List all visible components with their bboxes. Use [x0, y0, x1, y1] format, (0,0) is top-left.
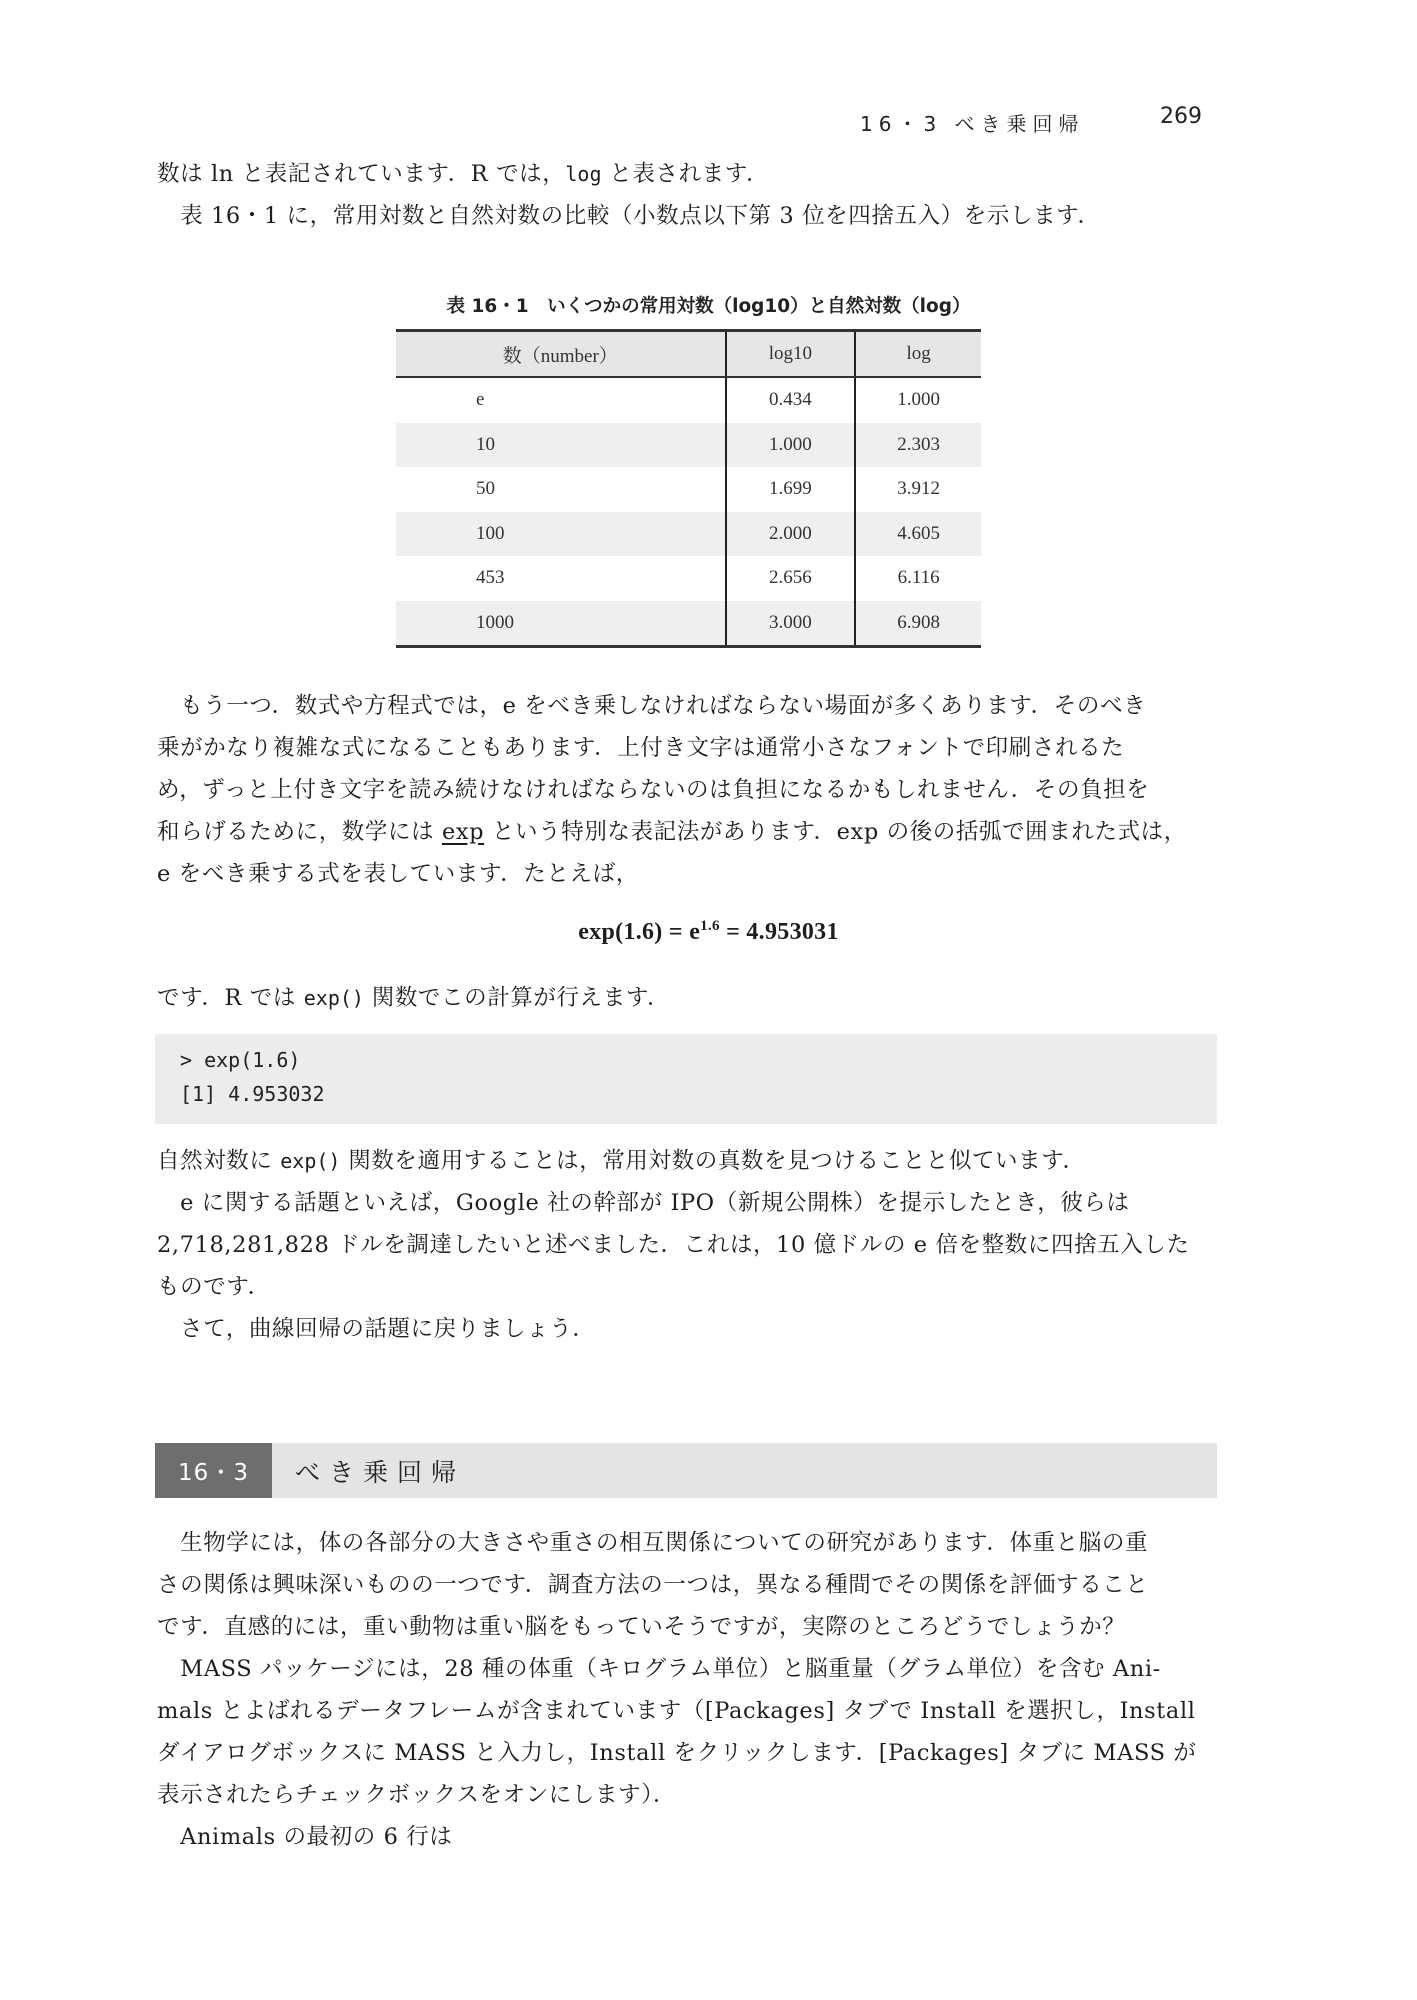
- paragraph-line: [157, 977, 1232, 1019]
- intro-line-1: [157, 153, 1232, 195]
- section-heading: [155, 1443, 1217, 1498]
- formula-base: e: [689, 919, 701, 945]
- equals: =: [662, 919, 690, 945]
- table-cell: 1.000: [726, 423, 856, 468]
- text: と表されます．: [601, 161, 770, 187]
- text: 自然対数に: [157, 1148, 281, 1174]
- underlined-term: exp: [441, 819, 485, 845]
- paragraph-line: 2,718,281,828 ドルを調達したいと述べました．これは，10 億ドルの e 倍を整数に四捨五入した: [157, 1232, 1190, 1258]
- table-row: [396, 601, 981, 647]
- paragraph-line: 生物学には，体の各部分の大きさや重さの相互関係についての研究があります．体重と脳の重: [157, 1530, 1149, 1556]
- table-row: [396, 512, 981, 557]
- inline-code: exp(): [303, 986, 364, 1010]
- table-cell: 100: [396, 512, 726, 557]
- table-row: [396, 556, 981, 601]
- text: 和らげるために，数学には: [157, 819, 442, 845]
- table-cell: 10: [396, 423, 726, 468]
- table-cell: 1000: [396, 601, 726, 647]
- paragraph-line: [157, 811, 1232, 853]
- table-cell: 0.434: [726, 377, 856, 423]
- table-cell: 50: [476, 478, 495, 500]
- paragraph-line: め，ずっと上付き文字を読み続けなければならないのは負担になるかもしれません．その負担を: [157, 777, 1150, 803]
- formula-rhs: 4.953031: [746, 919, 839, 945]
- equals: =: [719, 919, 747, 945]
- code-line: [1] 4.953032: [180, 1082, 325, 1106]
- section-title: べき乗回帰: [295, 1457, 466, 1487]
- text: 関数でこの計算が行えます．: [363, 985, 671, 1011]
- intro-line-2: 表 16・1 に，常用対数と自然対数の比較（小数点以下第 3 位を四捨五入）を示します．: [157, 203, 1101, 229]
- exp-formula: [0, 918, 1417, 946]
- paragraph-line: e に関する話題といえば，Google 社の幹部が IPO（新規公開株）を提示したとき，彼らは: [157, 1190, 1130, 1216]
- text: という特別な表記法があります．exp の後の括弧で囲まれた式は，: [484, 819, 1187, 845]
- table-header-row: [396, 331, 981, 378]
- column-header: log10: [726, 331, 856, 378]
- table-caption: 表 16・1 いくつかの常用対数（log10）と自然対数（log）: [446, 296, 971, 317]
- column-header: log: [855, 331, 981, 378]
- formula-exponent: 1.6: [700, 918, 720, 934]
- paragraph-line: ダイアログボックスに MASS と入力し，Install をクリックします．[Packages] タブに MASS が: [157, 1740, 1197, 1766]
- table-cell: 6.116: [855, 556, 981, 601]
- formula-lhs: exp(1.6): [578, 919, 663, 945]
- text: です．R では: [157, 985, 304, 1011]
- table-row: [396, 467, 981, 512]
- inline-code: exp(): [280, 1149, 341, 1173]
- paragraph-line: ものです．: [157, 1274, 271, 1300]
- column-header: 数（number）: [396, 331, 726, 378]
- inline-code: log: [565, 162, 602, 186]
- text: 数は ln と表記されています．R では，: [157, 161, 566, 187]
- paragraph-line: です．直感的には，重い動物は重い脳をもっていそうですが，実際のところどうでしょうか？: [157, 1614, 1126, 1640]
- section-number: 16・3: [155, 1443, 272, 1498]
- table-row: [396, 377, 981, 423]
- paragraph-line: 乗がかなり複雑な式になることもあります．上付き文字は通常小さなフォントで印刷されるた: [157, 735, 1125, 761]
- paragraph-line: [157, 1140, 1232, 1182]
- paragraph-line: MASS パッケージには，28 種の体重（キログラム単位）と脳重量（グラム単位）を含む Ani-: [157, 1656, 1161, 1682]
- table-cell: 1.000: [855, 377, 981, 423]
- paragraph-line: mals とよばれるデータフレームが含まれています（[Packages] タブで Install を選択し，Install: [157, 1698, 1196, 1724]
- table-cell: e: [476, 389, 485, 411]
- page-number: 269: [1160, 104, 1202, 129]
- table-cell: 2.656: [726, 556, 856, 601]
- code-block: [155, 1034, 1217, 1124]
- table-cell: 2.000: [726, 512, 856, 557]
- table-cell: 4.605: [855, 512, 981, 557]
- table-cell: 3.912: [855, 467, 981, 512]
- table-cell: 1.699: [726, 467, 856, 512]
- table-cell: 453: [476, 567, 505, 589]
- table-cell: 3.000: [726, 601, 856, 647]
- paragraph-line: もう一つ．数式や方程式では，e をべき乗しなければならない場面が多くあります．そのべき: [157, 693, 1147, 719]
- table-cell: 2.303: [855, 423, 981, 468]
- running-head: 16・3 べき乗回帰: [860, 112, 1085, 136]
- paragraph-line: Animals の最初の 6 行は: [157, 1824, 453, 1850]
- code-line: > exp(1.6): [180, 1048, 301, 1072]
- log-comparison-table: [396, 329, 981, 648]
- paragraph-line: e をべき乗する式を表しています．たとえば，: [157, 861, 639, 887]
- paragraph-line: 表示されたらチェックボックスをオンにします）．: [157, 1782, 677, 1808]
- table-cell: 6.908: [855, 601, 981, 647]
- paragraph-line: さの関係は興味深いものの一つです．調査方法の一つは，異なる種間でその関係を評価すること: [157, 1572, 1149, 1598]
- text: 関数を適用することは，常用対数の真数を見つけることと似ています．: [340, 1148, 1086, 1174]
- table-row: [396, 423, 981, 468]
- paragraph-line: さて，曲線回帰の話題に戻りましょう．: [157, 1316, 596, 1342]
